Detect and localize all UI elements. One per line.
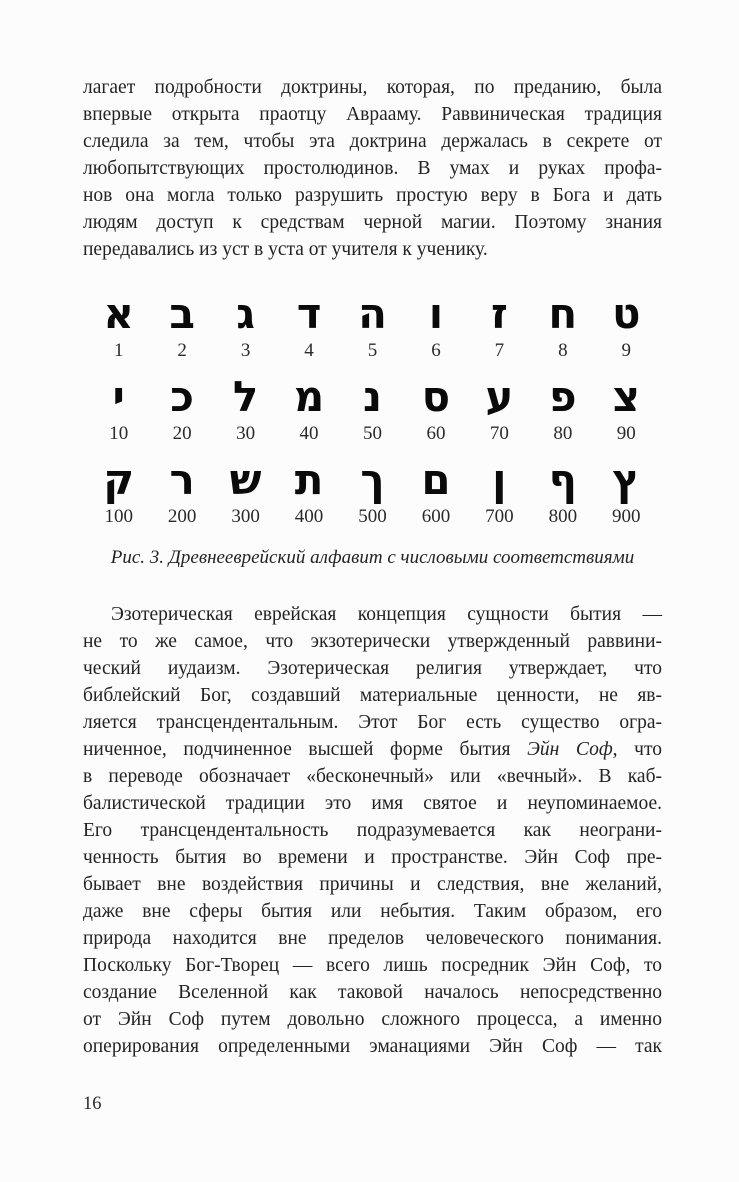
paragraph-2-line: природа находится вне пределов человеческого понимания.	[83, 928, 662, 949]
alphabet-cell	[468, 289, 531, 363]
hebrew-letter: ת	[294, 455, 324, 504]
alphabet-cell	[150, 372, 213, 446]
alphabet-cell	[404, 372, 467, 446]
paragraph-1-line: следила за тем, чтобы эта доктрина держалась в секрете от	[83, 131, 662, 152]
hebrew-letter: ב	[169, 289, 195, 338]
letter-value: 200	[167, 506, 197, 527]
alphabet-cell	[214, 289, 277, 363]
paragraph-2-line	[83, 736, 662, 763]
alphabet-cell	[277, 372, 340, 446]
alphabet-cell	[595, 289, 658, 363]
paragraph-2-line: от Эйн Соф путем довольно сложного процесса, а именно	[83, 1009, 662, 1030]
letter-value: 5	[367, 340, 378, 361]
letter-value: 50	[362, 423, 382, 444]
term-ein-sof-italic: Эйн Соф	[527, 739, 613, 760]
alphabet-cell	[341, 455, 404, 529]
alphabet-cell	[595, 372, 658, 446]
alphabet-row-units	[87, 289, 658, 363]
alphabet-cell	[87, 455, 150, 529]
hebrew-letter: כ	[170, 372, 195, 421]
hebrew-letter: א	[103, 289, 134, 338]
alphabet-cell	[87, 372, 150, 446]
hebrew-letter: ו	[428, 289, 444, 338]
hebrew-letter: ן	[492, 455, 507, 504]
paragraph-1-line: нов она могла только разрушить простую веру в Бога и дать	[83, 185, 662, 206]
alphabet-cell	[531, 455, 594, 529]
paragraph-2-line-segment: , что	[612, 739, 662, 760]
alphabet-cell	[341, 372, 404, 446]
letter-value: 700	[485, 506, 514, 527]
alphabet-cell	[87, 289, 150, 363]
figure-caption: Рис. 3. Древнееврейский алфавит с числовыми соответствиями	[110, 547, 635, 568]
letter-value: 10	[109, 423, 129, 444]
paragraph-1-line: лагает подробности доктрины, которая, по преданию, была	[83, 77, 662, 98]
paragraph-2-line: ченность бытия во времени и пространстве. Эйн Соф пре-	[83, 847, 662, 868]
hebrew-letter: ף	[548, 455, 577, 504]
paragraph-2-line: в переводе обозначает «бесконечный» или «вечный». В каб-	[83, 766, 662, 787]
alphabet-cell	[404, 455, 467, 529]
hebrew-letter: י	[112, 372, 125, 421]
alphabet-cell	[468, 372, 531, 446]
paragraph-2-line: не то же самое, что экзотерически утвержденный раввини-	[83, 631, 662, 652]
paragraph-2-line: Поскольку Бог-Творец — всего лишь посредник Эйн Соф, то	[83, 955, 662, 976]
hebrew-letter: מ	[293, 372, 325, 421]
hebrew-letter: ש	[229, 455, 262, 504]
hebrew-letter: ח	[548, 289, 578, 338]
paragraph-2-line: Его трансцендентальность подразумевается как неограни-	[83, 820, 662, 841]
letter-value: 9	[621, 340, 632, 361]
paragraph-2-line: бывает вне воздействия причины и следствия, вне желаний,	[83, 874, 662, 895]
paragraph-2-line: библейский Бог, создавший материальные ценности, не яв-	[83, 685, 662, 706]
hebrew-letter: ז	[490, 289, 508, 338]
letter-value: 70	[489, 423, 509, 444]
hebrew-letter: ה	[358, 289, 387, 338]
letter-value: 2	[177, 340, 187, 361]
paragraph-2-line: даже вне сферы бытия или небытия. Таким образом, его	[83, 901, 662, 922]
alphabet-cell	[277, 289, 340, 363]
alphabet-cell	[150, 455, 213, 529]
alphabet-cell	[595, 455, 658, 529]
alphabet-cell	[214, 455, 277, 529]
hebrew-letter: ע	[485, 372, 514, 421]
letter-value: 20	[172, 423, 192, 444]
hebrew-letter: ד	[296, 289, 322, 338]
paragraph-2-line: создание Вселенной как таковой началось непосредственно	[83, 982, 662, 1003]
alphabet-row-tens	[87, 372, 658, 446]
alphabet-row-hundreds	[87, 455, 658, 529]
hebrew-alphabet-figure	[83, 289, 662, 571]
paragraph-1-line: людям доступ к средствам черной магии. Поэтому знания	[83, 212, 662, 233]
letter-value: 300	[231, 506, 260, 527]
paragraph-2-line: оперирования определенными эманациями Эйн Соф — так	[83, 1036, 662, 1057]
alphabet-cell	[531, 289, 594, 363]
hebrew-letter: ם	[421, 455, 451, 504]
hebrew-letter: נ	[362, 372, 382, 421]
hebrew-letter: ר	[169, 455, 195, 504]
hebrew-letter: ס	[421, 372, 451, 421]
letter-value: 100	[104, 506, 133, 527]
letter-value: 4	[304, 340, 314, 361]
hebrew-letter: ץ	[612, 455, 641, 504]
letter-value: 6	[431, 340, 441, 361]
hebrew-letter: ט	[612, 289, 641, 338]
alphabet-cell	[277, 455, 340, 529]
letter-value: 30	[236, 423, 256, 444]
page-number: 16	[83, 1094, 102, 1114]
alphabet-cell	[468, 455, 531, 529]
letter-value: 60	[426, 423, 446, 444]
letter-value: 90	[616, 423, 636, 444]
alphabet-cell	[150, 289, 213, 363]
hebrew-letter: ל	[232, 372, 259, 421]
letter-value: 8	[558, 340, 568, 361]
alphabet-cell	[404, 289, 467, 363]
hebrew-letter: צ	[612, 372, 640, 421]
letter-value: 600	[421, 506, 451, 527]
paragraph-2-line-segment: ниченное, подчиненное высшей форме бытия	[83, 739, 528, 760]
paragraph-2	[83, 601, 662, 1060]
letter-value: 900	[612, 506, 641, 527]
letter-value: 40	[299, 423, 319, 444]
letter-value: 80	[553, 423, 573, 444]
paragraph-1-line: любопытствующих простолюдинов. В умах и руках профа-	[83, 158, 662, 179]
paragraph-1-line: передавались из уст в уста от учителя к ученику.	[83, 239, 488, 260]
paragraph-1-line: впервые открыта праотцу Аврааму. Раввиническая традиция	[83, 104, 662, 125]
letter-value: 3	[240, 340, 251, 361]
letter-value: 1	[113, 340, 124, 361]
paragraph-2-line: ческий иудаизм. Эзотерическая религия утверждает, что	[83, 658, 662, 679]
paragraph-1	[83, 74, 662, 263]
alphabet-cell	[341, 289, 404, 363]
hebrew-letter: ך	[360, 455, 385, 504]
paragraph-2-line: Эзотерическая еврейская концепция сущности бытия —	[111, 604, 662, 625]
alphabet-cell	[531, 372, 594, 446]
letter-value: 500	[358, 506, 387, 527]
hebrew-letter: ג	[236, 289, 255, 338]
paragraph-2-line: ляется трансцендентальным. Этот Бог есть существо огра-	[83, 712, 662, 733]
letter-value: 400	[294, 506, 324, 527]
hebrew-letter: ק	[103, 455, 135, 504]
hebrew-letter: פ	[549, 372, 577, 421]
paragraph-2-line: балистической традиции это имя святое и неупоминаемое.	[83, 793, 662, 814]
letter-value: 7	[494, 340, 505, 361]
letter-value: 800	[548, 506, 578, 527]
alphabet-cell	[214, 372, 277, 446]
